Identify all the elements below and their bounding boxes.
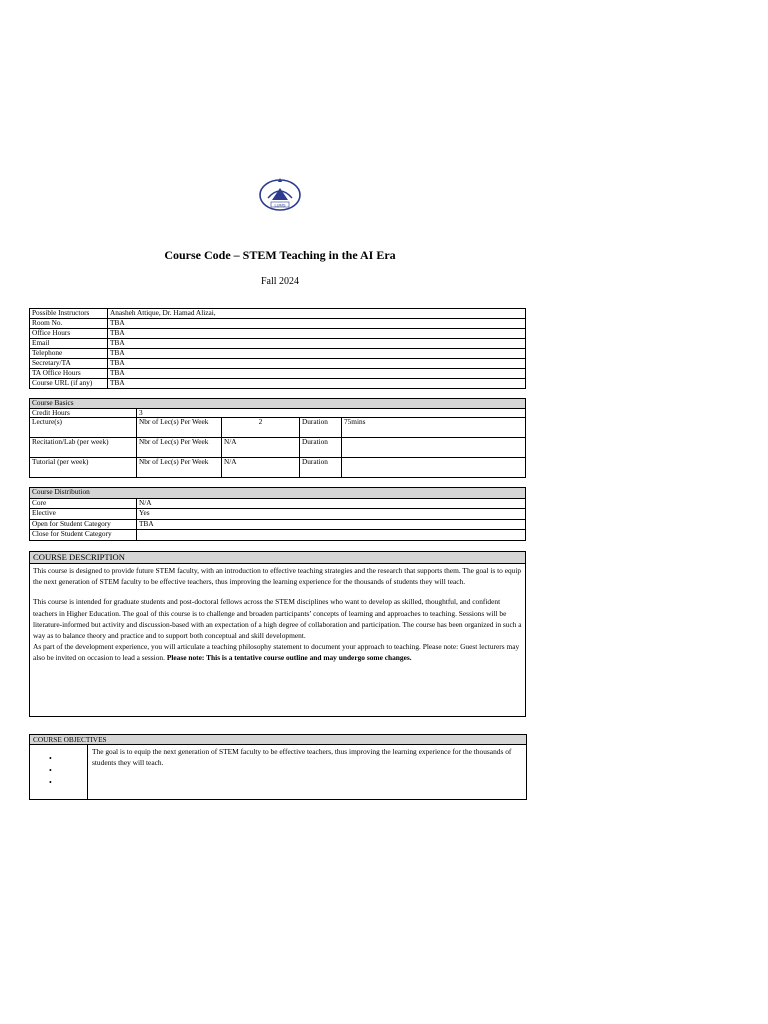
tutorial-label: Tutorial (per week) — [30, 458, 137, 478]
info-label: Office Hours — [30, 329, 108, 339]
info-value: TBA — [108, 359, 526, 369]
distribution-value: N/A — [137, 498, 526, 509]
distribution-row — [30, 509, 526, 520]
distribution-label: Core — [30, 498, 137, 509]
distribution-label: Open for Student Category — [30, 519, 137, 530]
distribution-row — [30, 519, 526, 530]
info-label: Secretary/TA — [30, 359, 108, 369]
lecture-label: Lecture(s) — [30, 418, 137, 438]
info-row — [30, 359, 526, 369]
info-label: Email — [30, 339, 108, 349]
logo-text: LUMS — [274, 202, 286, 208]
info-value: TBA — [108, 349, 526, 359]
info-label: Telephone — [30, 349, 108, 359]
university-logo — [258, 176, 302, 212]
distribution-row — [30, 530, 526, 541]
course-title: Course Code – STEM Teaching in the AI Era — [164, 248, 396, 262]
course-term: Fall 2024 — [260, 276, 300, 287]
distribution-label: Close for Student Category — [30, 530, 137, 541]
recitation-duration-value — [342, 438, 526, 458]
credit-hours-value: 3 — [137, 408, 526, 418]
course-description-header: COURSE DESCRIPTION — [30, 552, 525, 564]
distribution-value: TBA — [137, 519, 526, 530]
lecture-nbr-label: Nbr of Lec(s) Per Week — [137, 418, 222, 438]
course-objectives-row — [30, 745, 526, 799]
objectives-bullet-column — [30, 745, 88, 799]
lecture-nbr-value: 2 — [222, 418, 300, 438]
course-objectives-header: COURSE OBJECTIVES — [30, 735, 526, 745]
course-basics-table — [29, 398, 526, 478]
recitation-duration-label: Duration — [300, 438, 342, 458]
info-label: Course URL (if any) — [30, 379, 108, 389]
distribution-label: Elective — [30, 509, 137, 520]
credit-hours-label: Credit Hours — [30, 408, 137, 418]
info-label: Room No. — [30, 319, 108, 329]
info-value: TBA — [108, 369, 526, 379]
tentative-outline-note: Please note: This is a tentative course outline and may undergo some changes. — [166, 653, 412, 663]
info-label: TA Office Hours — [30, 369, 108, 379]
objectives-text: The goal is to equip the next generation of STEM faculty to be effective teachers, thus improving the learning experience for the thousands of students they will teach. — [92, 747, 512, 767]
info-label: Possible Instructors — [30, 309, 108, 319]
course-description-box — [29, 551, 526, 717]
info-row — [30, 349, 526, 359]
lecture-duration-value: 75mins — [342, 418, 526, 438]
recitation-label: Recitation/Lab (per week) — [30, 438, 137, 458]
course-basics-header: Course Basics — [30, 399, 526, 409]
description-paragraph-1: This course is designed to provide future STEM faculty, with an introduction to effective teaching strategies and the research that supports them. The goal is to equip the next generation of STEM faculty to be effective teachers, thus improving the learning experience for the thousands of students they will teach. — [33, 566, 522, 587]
instructor-info-table — [29, 308, 526, 389]
tutorial-duration-value — [342, 458, 526, 478]
bullet-point: • — [49, 754, 52, 763]
info-value: Anasheh Attique, Dr. Hamad Alizai, — [108, 309, 526, 319]
info-value: TBA — [108, 319, 526, 329]
distribution-value: Yes — [137, 509, 526, 520]
course-distribution-header: Course Distribution — [30, 488, 526, 499]
recitation-nbr-label: Nbr of Lec(s) Per Week — [137, 438, 222, 458]
info-row — [30, 309, 526, 319]
info-value: TBA — [108, 379, 526, 389]
tutorial-nbr-label: Nbr of Lec(s) Per Week — [137, 458, 222, 478]
info-row — [30, 379, 526, 389]
course-distribution-table — [29, 487, 526, 541]
info-row — [30, 329, 526, 339]
distribution-value — [137, 530, 526, 541]
course-objectives-box — [29, 734, 527, 800]
bullet-point: • — [49, 778, 52, 787]
lecture-duration-label: Duration — [300, 418, 342, 438]
info-row — [30, 319, 526, 329]
tutorial-duration-label: Duration — [300, 458, 342, 478]
info-value: TBA — [108, 339, 526, 349]
bullet-point: • — [49, 766, 52, 775]
info-row — [30, 369, 526, 379]
course-description-body — [30, 564, 525, 664]
description-paragraph-2: This course is intended for graduate students and post-doctoral fellows across the STEM disciplines who want to develop as skilled, thoughtful, and confident teachers in Higher Education. The goal of this course is to challenge and broaden participants’ concepts of learning and approaches to teaching. Sessions will be literature-informed but activity and discussion-based with an expectation of a high degree of collaboration and participation. The course has been organized in such a way as to balance theory and practice and to support both conceptual and skill development. — [33, 597, 522, 641]
description-paragraph-3 — [33, 641, 522, 663]
info-row — [30, 339, 526, 349]
info-value: TBA — [108, 329, 526, 339]
recitation-nbr-value: N/A — [222, 438, 300, 458]
tutorial-nbr-value: N/A — [222, 458, 300, 478]
description-paragraph-3-text: As part of the development experience, you will articulate a teaching philosophy statement to document your approach to teaching. Please note: Guest lecturers may also be invited on occasion to lead a session. — [33, 642, 520, 663]
distribution-row — [30, 498, 526, 509]
